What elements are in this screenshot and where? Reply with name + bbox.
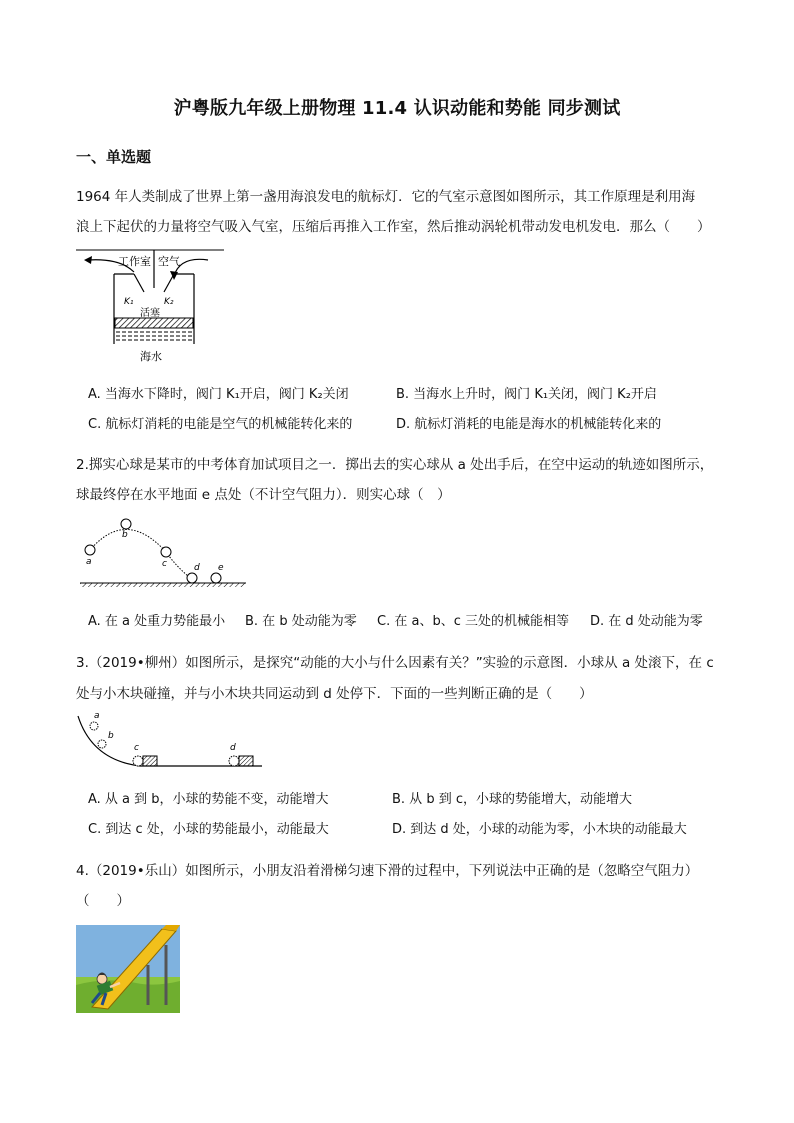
q3-text-line2: 处与小木块碰撞，并与小木块共同运动到 d 处停下．下面的一些判断正确的是（ ）: [76, 686, 593, 702]
label-c: c: [134, 743, 139, 753]
q2-text-line2: 球最终停在水平地面 e 点处（不计空气阻力）．则实心球（ ）: [76, 487, 451, 503]
ball-a: [85, 545, 95, 555]
label-k2: K₂: [164, 297, 174, 307]
q3-option-a[interactable]: A. 从 a 到 b，小球的势能不变，动能增大: [88, 792, 329, 807]
q4-text-line2: （ ）: [76, 893, 130, 909]
ball-d: [187, 573, 197, 583]
wood-block-c: [143, 756, 157, 766]
q3-text-line1: 3.（2019•柳州）如图所示，是探究“动能的大小与什么因素有关？”实验的示意图．小球从 a 处滚下，在 c: [76, 655, 714, 671]
label-d: d: [230, 743, 236, 753]
q3-option-b[interactable]: B. 从 b 到 c，小球的势能增大，动能增大: [392, 792, 632, 807]
q3-option-c[interactable]: C. 到达 c 处，小球的势能最小，动能最大: [88, 822, 329, 837]
ball-a: [90, 722, 98, 730]
ball-d: [229, 756, 239, 766]
label-a: a: [94, 711, 100, 721]
q2-option-d[interactable]: D. 在 d 处动能为零: [590, 614, 703, 629]
ball-c: [133, 756, 143, 766]
q2-text-line1: 2.掷实心球是某市的中考体育加试项目之一．掷出去的实心球从 a 处出手后，在空中运动的轨迹如图所示，: [76, 457, 714, 473]
q3-ramp-figure: [76, 708, 266, 774]
ball-e: [211, 573, 221, 583]
label-b: b: [108, 731, 114, 741]
q1-option-d[interactable]: D. 航标灯消耗的电能是海水的机械能转化来的: [396, 417, 662, 432]
q3-option-d[interactable]: D. 到达 d 处，小球的动能为零，小木块的动能最大: [392, 822, 687, 837]
q2-option-a[interactable]: A. 在 a 处重力势能最小: [88, 614, 226, 629]
section-heading: 一、单选题: [76, 148, 152, 166]
label-piston: 活塞: [140, 308, 160, 319]
q2-option-c[interactable]: C. 在 a、b、c 三处的机械能相等: [377, 614, 569, 629]
label-d: d: [194, 563, 200, 573]
page-title: 沪粤版九年级上册物理 11.4 认识动能和势能 同步测试: [173, 98, 621, 119]
label-a: a: [86, 557, 92, 567]
label-e: e: [218, 563, 224, 573]
label-c: c: [162, 559, 167, 569]
label-air: 空气: [158, 255, 180, 268]
label-work-room: 工作室: [118, 255, 151, 268]
q1-option-b[interactable]: B. 当海水上升时，阀门 K₁关闭，阀门 K₂开启: [396, 387, 657, 402]
q1-text-line1: 1964 年人类制成了世界上第一盏用海浪发电的航标灯．它的气室示意图如图所示，其工作原理是利用海: [76, 189, 696, 205]
q2-option-b[interactable]: B. 在 b 处动能为零: [245, 614, 357, 629]
q1-air-chamber-figure: [76, 246, 226, 368]
wood-block-d: [239, 756, 253, 766]
ball-b: [121, 519, 131, 529]
ball-c: [161, 547, 171, 557]
label-k1: K₁: [124, 297, 134, 307]
q1-option-a[interactable]: A. 当海水下降时，阀门 K₁开启，阀门 K₂关闭: [88, 387, 349, 402]
label-sea-water: 海水: [140, 350, 162, 363]
q1-option-c[interactable]: C. 航标灯消耗的电能是空气的机械能转化来的: [88, 417, 353, 432]
q2-trajectory-figure: [76, 514, 248, 592]
q1-text-line2: 浪上下起伏的力量将空气吸入气室，压缩后再推入工作室，然后推动涡轮机带动发电机发电．那么（ ）: [76, 219, 711, 235]
label-b: b: [122, 530, 128, 540]
q4-text-line1: 4.（2019•乐山）如图所示，小朋友沿着滑梯匀速下滑的过程中，下列说法中正确的是（忽略空气阻力）: [76, 863, 699, 879]
q4-slide-illustration: [76, 925, 180, 1013]
ball-b: [98, 740, 106, 748]
